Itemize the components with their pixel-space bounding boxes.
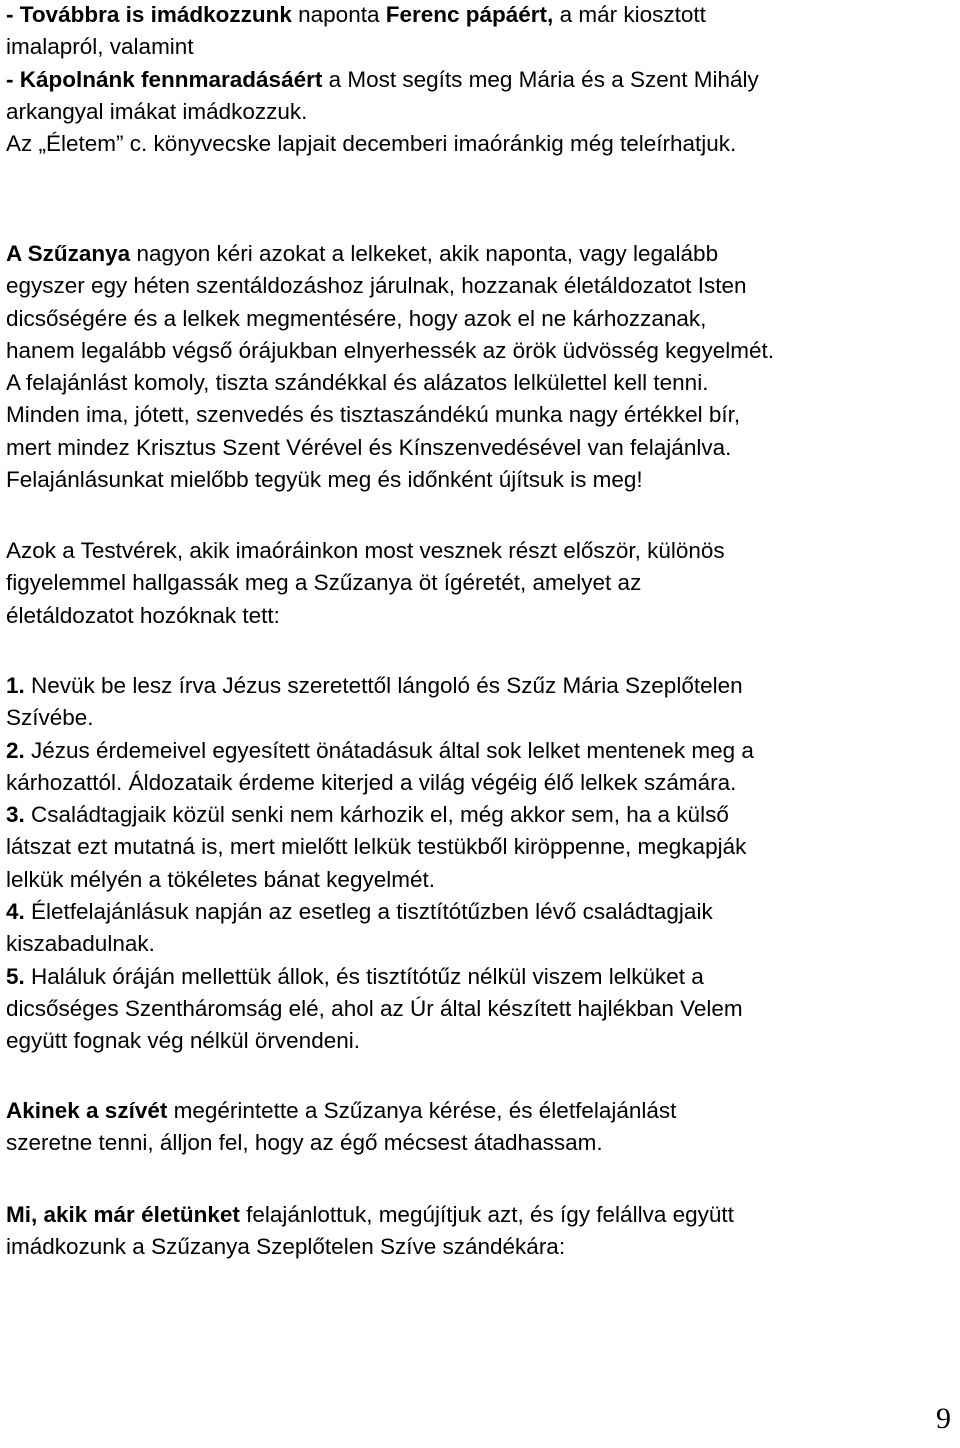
promise-number: 2.: [6, 737, 25, 763]
paragraph-line: imádkozunk a Szűzanya Szeplőtelen Szíve szándékára:: [6, 1234, 566, 1260]
promises-list: [6, 670, 956, 1058]
bold-text: A Szűzanya: [6, 241, 131, 266]
bold-text: Akinek a szívét: [6, 1098, 168, 1123]
paragraph-line: életáldozatot hozóknak tett:: [6, 602, 280, 628]
bold-text: - Kápolnánk fennmaradásáért: [6, 66, 323, 92]
paragraph-line: hanem legalább végső órájukban elnyerhessék az örök üdvösség kegyelmét.: [6, 337, 774, 363]
bold-text: Ferenc pápáért,: [385, 2, 554, 27]
offering-paragraph: [6, 238, 956, 496]
promise-item: 3. Családtagjaik közül senki nem kárhozik el, még akkor sem, ha a külső látszat ezt mutatná is, mert mielőtt lelkük testükből kiröppenne, megkapják lelkük mélyén a tökéletes bánat kegyelmét.: [6, 802, 747, 892]
promise-item: 5. Haláluk óráján mellettük állok, és tisztítótűz nélkül viszem lelküket a dicsőséges Szentháromság elé, ahol az Úr által készített hajlékban Velem együtt fognak vég nélkül örvendeni.: [6, 963, 743, 1054]
intro-line-1: - Továbbra is imádkozzunk naponta Ferenc pápáért, a már kiosztott: [6, 2, 706, 27]
newcomers-paragraph: [6, 535, 956, 632]
bold-text: Mi, akik már életünket: [6, 1202, 240, 1227]
intro-line-5: Az „Életem” c. könyvecske lapjait decemberi imaóránkig még teleírhatjuk.: [6, 131, 737, 157]
paragraph-line: figyelemmel hallgassák meg a Szűzanya öt ígéretét, amelyet az: [6, 570, 642, 596]
renewal-paragraph: [6, 1199, 956, 1264]
paragraph-line: mert mindez Krisztus Szent Vérével és Kínszenvedésével van felajánlva.: [6, 434, 732, 460]
paragraph-line: dicsőségére és a lelkek megmentésére, hogy azok el ne kárhozzanak,: [6, 305, 707, 331]
paragraph-line: Minden ima, jótett, szenvedés és tisztaszándékú munka nagy értékkel bír,: [6, 402, 741, 428]
promise-number: 4.: [6, 899, 25, 925]
promise-item: 1. Nevük be lesz írva Jézus szeretettől lángoló és Szűz Mária Szeplőtelen Szívébe.: [6, 673, 743, 731]
intro-line-2: imalapról, valamint: [6, 34, 194, 60]
paragraph-line: A felajánlást komoly, tiszta szándékkal és alázatos lelkülettel kell tenni.: [6, 370, 709, 396]
intro-line-4: arkangyal imákat imádkozzuk.: [6, 98, 308, 124]
promise-number: 5.: [6, 963, 25, 989]
paragraph-line: Akinek a szívét megérintette a Szűzanya kérése, és életfelajánlást: [6, 1098, 677, 1123]
intro-paragraph: [6, 0, 956, 160]
paragraph-line: egyszer egy héten szentáldozáshoz járulnak, hozzanak életáldozatot Isten: [6, 273, 747, 299]
page-number: 9: [936, 1402, 951, 1435]
invitation-paragraph: [6, 1095, 956, 1160]
promise-item: 4. Életfelajánlásuk napján az esetleg a tisztítótűzben lévő családtagjaik kiszabadulnak.: [6, 899, 713, 957]
promise-item: 2. Jézus érdemeivel egyesített önátadásuk által sok lelket mentenek meg a kárhozattól. Áldozataik érdeme kiterjed a világ végéig élő lelkek számára.: [6, 737, 754, 795]
intro-line-3: - Kápolnánk fennmaradásáért a Most segíts meg Mária és a Szent Mihály: [6, 66, 759, 92]
paragraph-line: Felajánlásunkat mielőbb tegyük meg és időnként újítsuk is meg!: [6, 467, 643, 493]
paragraph-line: szeretne tenni, álljon fel, hogy az égő mécsest átadhassam.: [6, 1130, 603, 1156]
promise-number: 1.: [6, 673, 25, 698]
bold-text: - Továbbra is imádkozzunk: [6, 2, 292, 27]
paragraph-line: Mi, akik már életünket felajánlottuk, megújítjuk azt, és így felállva együtt: [6, 1202, 734, 1227]
paragraph-line: Azok a Testvérek, akik imaóráinkon most vesznek részt először, különös: [6, 538, 725, 563]
paragraph-line: A Szűzanya nagyon kéri azokat a lelkeket, akik naponta, vagy legalább: [6, 241, 719, 266]
promise-number: 3.: [6, 802, 25, 828]
